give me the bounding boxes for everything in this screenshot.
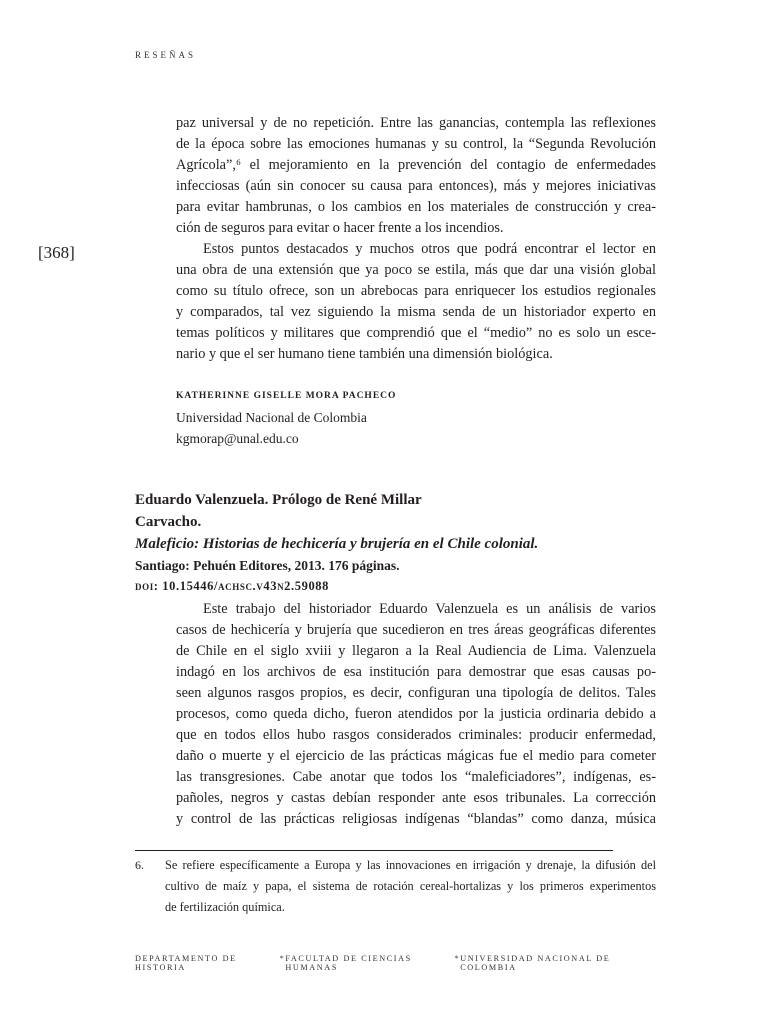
text-line: y comparados, tal vez siguiendo la misma senda de un historiador experto en [176, 304, 656, 320]
text-line: temas políticos y militares que comprendió que el “medio” no es solo un esce- [176, 325, 656, 341]
book-author-line-2: Carvacho. [135, 514, 202, 530]
footer-separator: * [454, 954, 461, 963]
book-publisher: Santiago: Pehuén Editores, 2013. 176 páginas. [135, 558, 400, 573]
footnote-rule [135, 850, 613, 851]
footnote-line: cultivo de maíz y papa, el sistema de rotación cereal-hortalizas y los primeros experimentos [165, 879, 656, 893]
text-line: infecciosas (aún sin conocer su causa para entonces), más y mejores iniciativas [176, 178, 656, 194]
text-line: ción de seguros para evitar o hacer frente a los incendios. [176, 220, 504, 236]
text-line: las transgresiones. Cabe anotar que todos los “maleficiadores”, indígenas, es- [176, 769, 656, 785]
footer-faculty: FACULTAD DE CIENCIAS HUMANAS [285, 954, 412, 972]
footnote-line: Se refiere específicamente a Europa y las innovaciones en irrigación y drenaje, la difusión del [165, 858, 656, 872]
text-line: Este trabajo del historiador Eduardo Valenzuela es un análisis de varios [203, 601, 656, 617]
text-line: como su título ofrece, son un abrebocas para enriquecer los estudios regionales [176, 283, 656, 299]
book-title: Maleficio: Historias de hechicería y brujería en el Chile colonial. [135, 536, 539, 552]
text-line: casos de hechicería y brujería que sucedieron en tres áreas geográficas diferentes [176, 622, 656, 638]
reviewer-name: KATHERINNE GISELLE MORA PACHECO [176, 391, 397, 401]
text-line: Agrícola”,⁶ el mejoramiento en la prevención del contagio de enfermedades [176, 157, 656, 173]
footnote-number: 6. [135, 858, 144, 872]
book-author-line-1: Eduardo Valenzuela. Prólogo de René Millar [135, 492, 422, 508]
footer-department: DEPARTAMENTO DE HISTORIA [135, 954, 237, 972]
running-head: RESEÑAS [135, 50, 197, 60]
text-line: indagó en los archivos de esa institución para demostrar que esas causas po- [176, 664, 656, 680]
footer-university: UNIVERSIDAD NACIONAL DE COLOMBIA [460, 954, 611, 972]
text-line: que en todos ellos hubo rasgos considerados criminales: producir enfermedad, [176, 727, 656, 743]
page-number: [368] [38, 243, 75, 262]
text-line: de la época sobre las emociones humanas y su control, la “Segunda Revolución [176, 136, 656, 152]
reviewer-institution: Universidad Nacional de Colombia [176, 410, 367, 425]
text-line: Estos puntos destacados y muchos otros que podrá encontrar el lector en [203, 241, 656, 257]
text-line: pañoles, negros y castas debían responder ante esos tribunales. La corrección [176, 790, 656, 806]
text-line: nario y que el ser humano tiene también una dimensión biológica. [176, 346, 553, 362]
footnote-line: de fertilización química. [165, 900, 285, 914]
text-line: de Chile en el siglo xviii y llegaron a la Real Audiencia de Lima. Valenzuela [176, 643, 656, 659]
text-line: para evitar hambrunas, o los cambios en los materiales de construcción y crea- [176, 199, 656, 215]
page-footer [135, 954, 655, 972]
footer-separator: * [279, 954, 286, 963]
text-line: y control de las prácticas religiosas indígenas “blandas” como danza, música [176, 811, 656, 827]
text-line: una obra de una extensión que ya poco se estila, más que dar una visión global [176, 262, 656, 278]
reviewer-email[interactable]: kgmorap@unal.edu.co [176, 431, 299, 446]
book-doi[interactable]: doi: 10.15446/achsc.v43n2.59088 [135, 579, 329, 593]
text-line: procesos, como queda dicho, fueron atendidos por la justicia ordinaria debido a [176, 706, 656, 722]
text-line: daño o muerte y el ejercicio de las prácticas mágicas fue el medio para cometer [176, 748, 656, 764]
text-line: paz universal y de no repetición. Entre las ganancias, contempla las reflexiones [176, 115, 656, 131]
text-line: seen algunos rasgos propios, es decir, configuran una tipología de delitos. Tales [176, 685, 656, 701]
